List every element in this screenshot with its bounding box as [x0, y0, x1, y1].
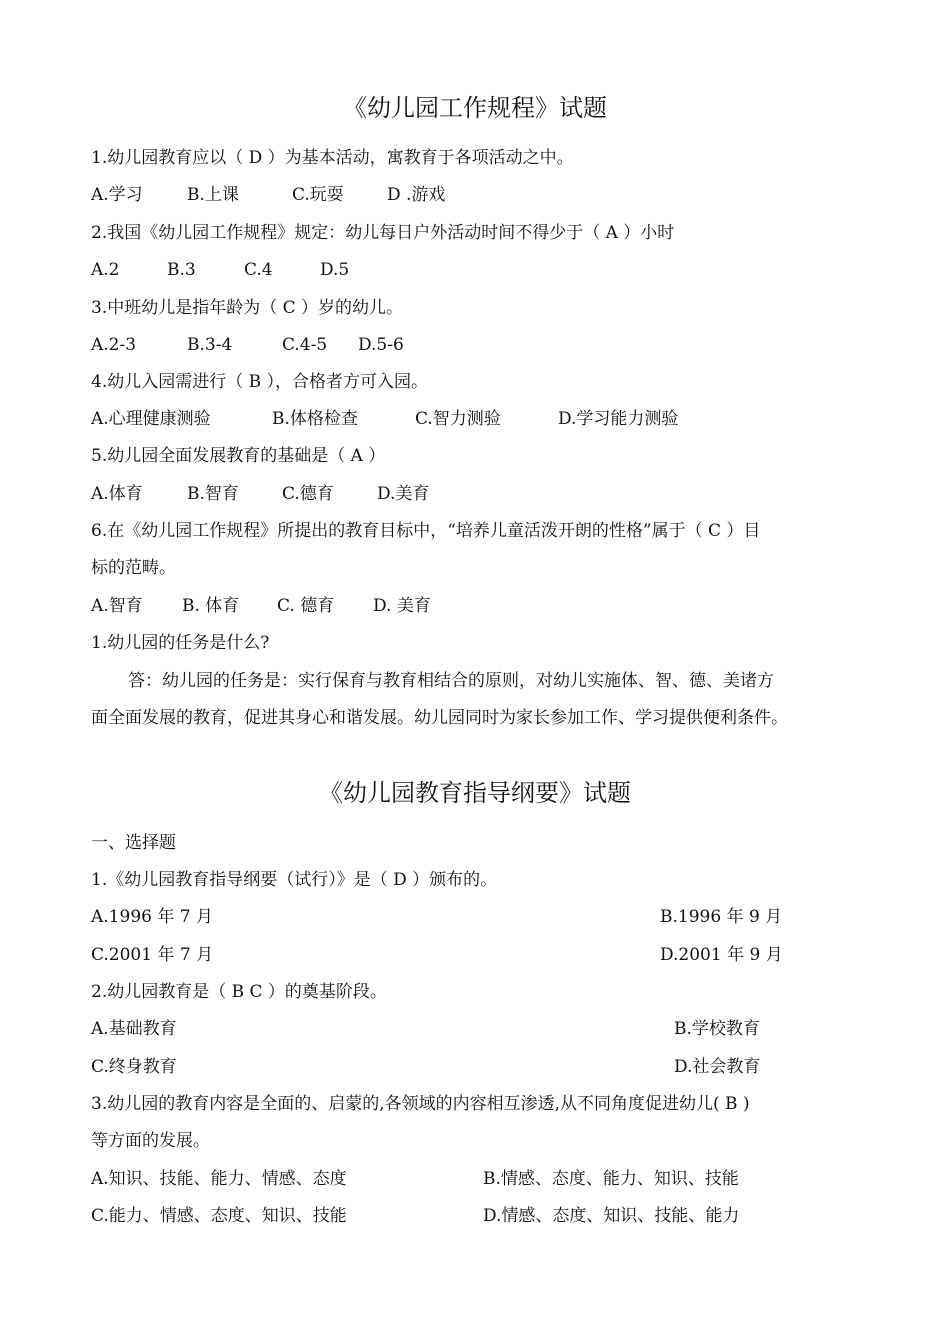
option: C.4	[244, 260, 273, 280]
question-stem: 3.幼儿园的教育内容是全面的、启蒙的,各领域的内容相互渗透,从不同角度促进幼儿( B )	[91, 1094, 750, 1114]
option: C.智力测验	[415, 409, 501, 429]
option: A.1996 年 7 月	[91, 907, 213, 927]
option: A.心理健康测验	[91, 409, 211, 429]
option: B.3	[167, 260, 196, 280]
question-stem: 1.《幼儿园教育指导纲要（试行）》是（ D ）颁布的。	[91, 870, 498, 890]
option: D.2001 年 9 月	[660, 945, 783, 965]
option: A.学习	[91, 185, 143, 205]
option: C.玩耍	[292, 185, 344, 205]
option: C.德育	[282, 484, 334, 504]
option: A.知识、技能、能力、情感、态度	[91, 1169, 347, 1189]
option: A.智育	[91, 596, 143, 616]
option: D.5	[320, 260, 350, 280]
option: B.学校教育	[674, 1019, 760, 1039]
option: B.智育	[187, 484, 239, 504]
question-stem: 4.幼儿入园需进行（ B ），合格者方可入园。	[91, 372, 429, 392]
option: D.社会教育	[674, 1057, 761, 1077]
essay-answer: 答：幼儿园的任务是：实行保育与教育相结合的原则，对幼儿实施体、智、德、美诸方	[128, 671, 774, 691]
option: B.上课	[187, 185, 239, 205]
option: D. 美育	[373, 596, 431, 616]
question-stem: 6.在《幼儿园工作规程》所提出的教育目标中，“培养儿童活泼开朗的性格”属于（ C ）目	[91, 521, 761, 541]
essay-answer-continued: 面全面发展的教育，促进其身心和谐发展。幼儿园同时为家长参加工作、学习提供便利条件。	[91, 708, 788, 728]
question-stem: 2.幼儿园教育是（ B C ）的奠基阶段。	[91, 982, 387, 1002]
question-stem: 2.我国《幼儿园工作规程》规定：幼儿每日户外活动时间不得少于（ A ）小时	[91, 223, 675, 243]
option: B.3-4	[187, 335, 233, 355]
essay-question: 1.幼儿园的任务是什么?	[91, 633, 270, 653]
option: B. 体育	[182, 596, 240, 616]
option: B.情感、态度、能力、知识、技能	[483, 1169, 739, 1189]
option: C.能力、情感、态度、知识、技能	[91, 1206, 347, 1226]
option: C. 德育	[277, 596, 335, 616]
section-title: 《幼儿园教育指导纲要》试题	[319, 779, 631, 807]
option: D .游戏	[387, 185, 446, 205]
option: C.终身教育	[91, 1057, 177, 1077]
question-stem: 1.幼儿园教育应以（ D ）为基本活动，寓教育于各项活动之中。	[91, 148, 574, 168]
option: A.体育	[91, 484, 143, 504]
question-stem: 5.幼儿园全面发展教育的基础是（ A ）	[91, 446, 386, 466]
option: B.1996 年 9 月	[660, 907, 783, 927]
option: A.2-3	[91, 335, 137, 355]
option: A.2	[91, 260, 120, 280]
option: A.基础教育	[91, 1019, 177, 1039]
option: B.体格检查	[272, 409, 358, 429]
option: D.情感、态度、知识、技能、能力	[483, 1206, 740, 1226]
question-stem: 3.中班幼儿是指年龄为（ C ）岁的幼儿。	[91, 298, 404, 318]
option: D.学习能力测验	[558, 409, 679, 429]
section-title: 《幼儿园工作规程》试题	[343, 94, 607, 122]
option: D.5-6	[358, 335, 404, 355]
option: C.4-5	[282, 335, 328, 355]
section-heading: 一、选择题	[91, 833, 176, 853]
option: D.美育	[377, 484, 430, 504]
question-stem-continued: 等方面的发展。	[91, 1131, 210, 1151]
option: C.2001 年 7 月	[91, 945, 214, 965]
question-stem-continued: 标的范畴。	[91, 558, 176, 578]
